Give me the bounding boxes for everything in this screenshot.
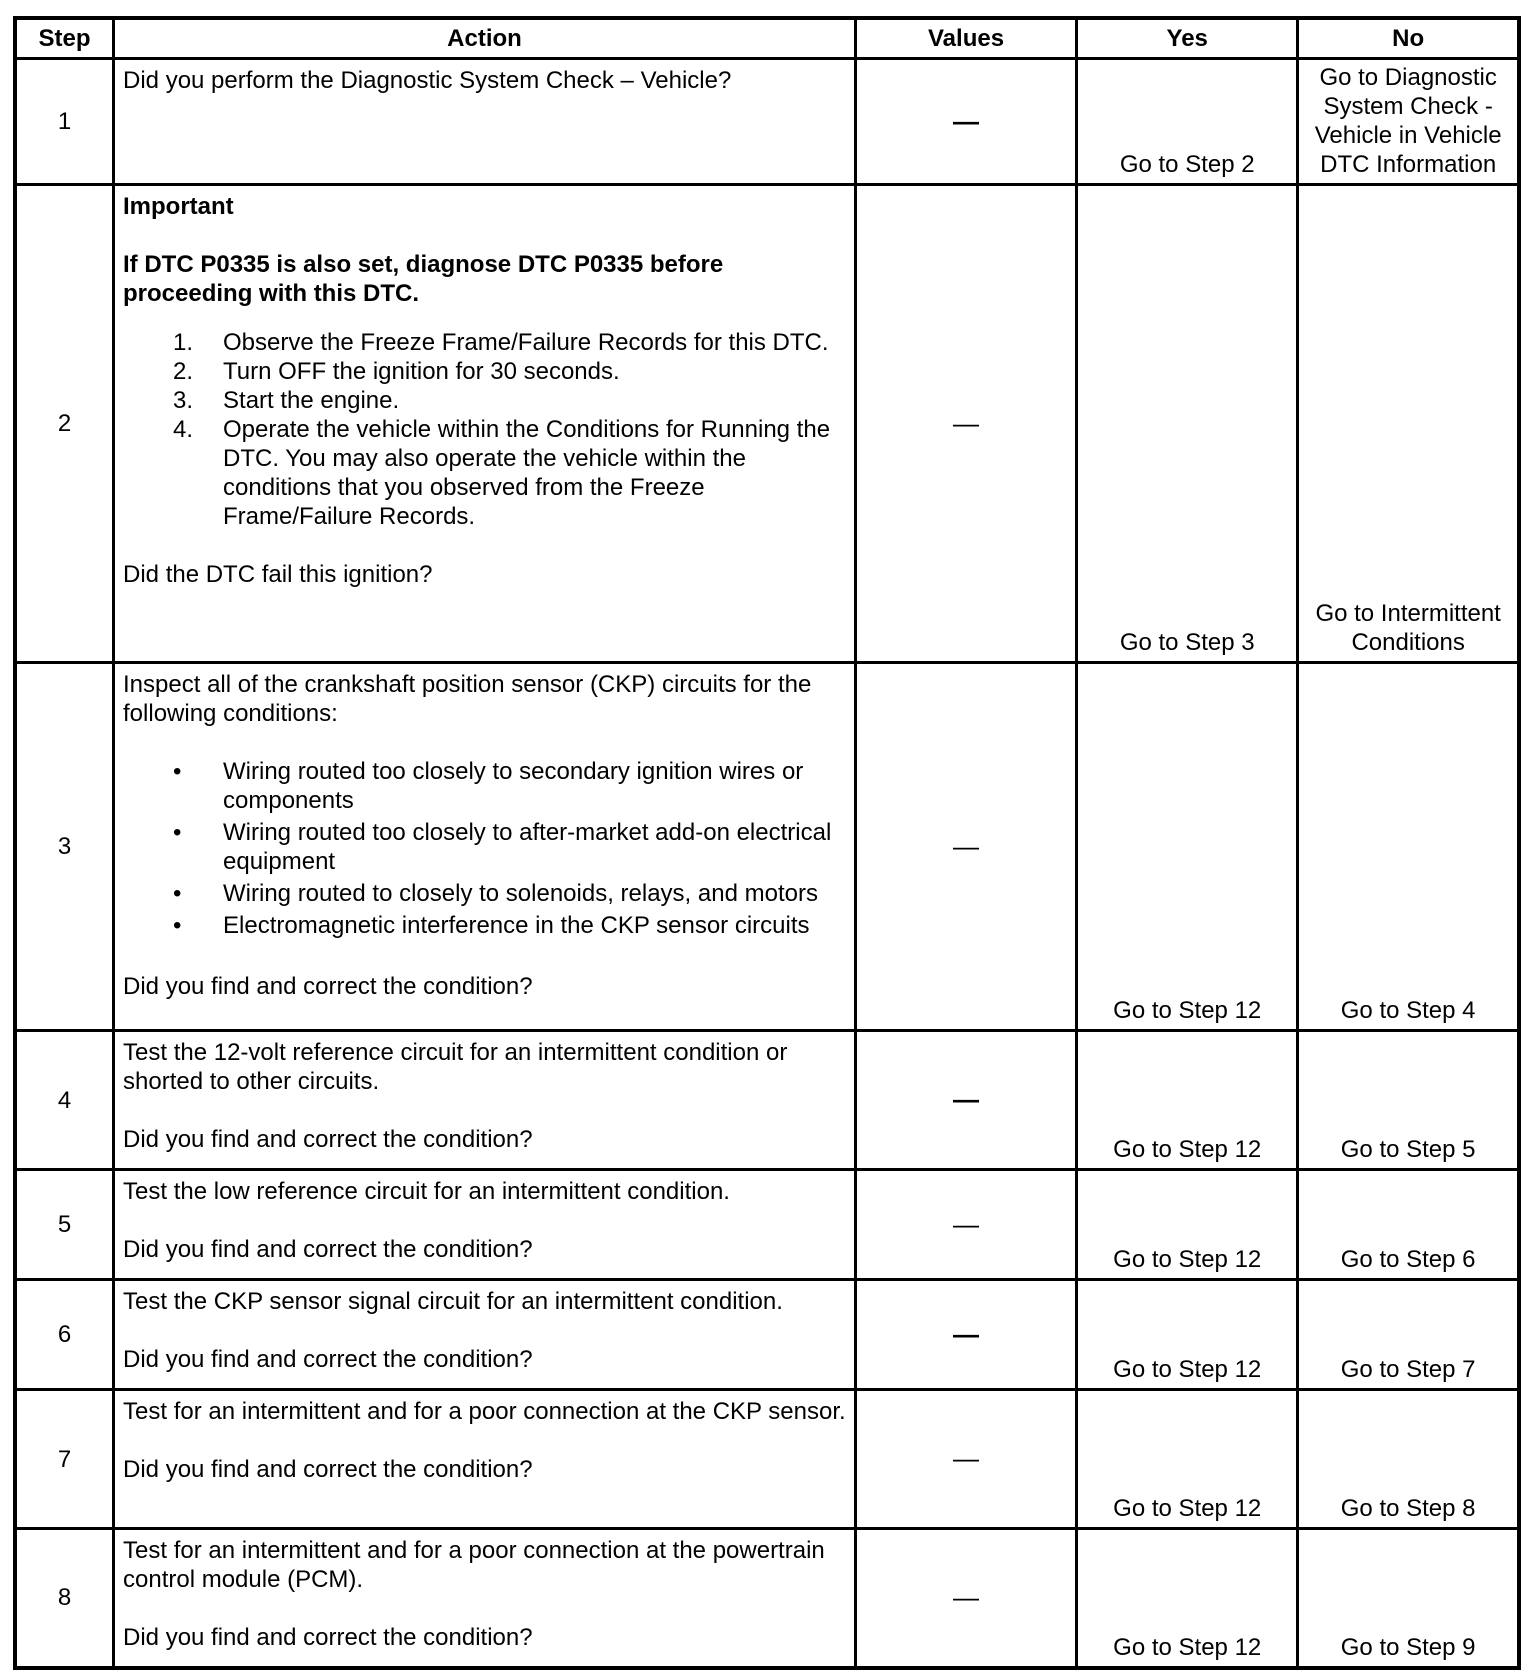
no-cell: Go to Step 5 bbox=[1298, 1031, 1519, 1170]
values-dash: — bbox=[953, 105, 980, 136]
step-number: 1 bbox=[15, 59, 114, 185]
header-step: Step bbox=[15, 18, 114, 59]
no-cell: Go to Step 7 bbox=[1298, 1280, 1519, 1390]
yes-cell: Go to Step 12 bbox=[1077, 1031, 1298, 1170]
action-cell bbox=[114, 1390, 856, 1529]
item-number: 4. bbox=[173, 416, 194, 443]
table-row bbox=[15, 663, 1519, 1031]
table-row bbox=[15, 1529, 1519, 1668]
intro-text: Inspect all of the crankshaft position sensor (CKP) circuits for the following conditions: bbox=[123, 671, 812, 727]
table-row bbox=[15, 1390, 1519, 1529]
no-cell: Go to Diagnostic System Check - Vehicle in Vehicle DTC Information bbox=[1298, 59, 1519, 185]
important-title: Important bbox=[123, 193, 234, 220]
values-dash: — bbox=[953, 1208, 980, 1239]
values-dash: — bbox=[953, 1581, 980, 1612]
step-number: 7 bbox=[15, 1390, 114, 1529]
values-dash: — bbox=[953, 1318, 980, 1349]
values-dash: — bbox=[953, 407, 980, 438]
no-cell: Go to Intermittent Conditions bbox=[1298, 185, 1519, 663]
step-number: 8 bbox=[15, 1529, 114, 1668]
step-number: 3 bbox=[15, 663, 114, 1031]
bullet-icon: • bbox=[173, 880, 182, 907]
list-item bbox=[123, 879, 846, 908]
question-text: Did you find and correct the condition? bbox=[123, 1456, 533, 1483]
table-row bbox=[15, 1280, 1519, 1390]
yes-cell: Go to Step 3 bbox=[1077, 185, 1298, 663]
item-number: 3. bbox=[173, 387, 194, 414]
important-text: If DTC P0335 is also set, diagnose DTC P0335 before proceeding with this DTC. bbox=[123, 251, 724, 307]
table-row bbox=[15, 185, 1519, 663]
item-text: Turn OFF the ignition for 30 seconds. bbox=[223, 358, 620, 385]
action-cell bbox=[114, 1170, 856, 1280]
yes-cell: Go to Step 12 bbox=[1077, 1390, 1298, 1529]
values-cell bbox=[855, 185, 1076, 663]
values-cell bbox=[855, 1280, 1076, 1390]
step-number: 6 bbox=[15, 1280, 114, 1390]
values-cell bbox=[855, 1390, 1076, 1529]
question-text: Did the DTC fail this ignition? bbox=[123, 561, 433, 588]
list-item bbox=[123, 415, 846, 531]
list-item bbox=[123, 911, 846, 940]
question-text: Did you find and correct the condition? bbox=[123, 973, 533, 1000]
action-text: Test the 12-volt reference circuit for an intermittent condition or shorted to other circuits. bbox=[123, 1039, 788, 1095]
item-text: Observe the Freeze Frame/Failure Records for this DTC. bbox=[223, 329, 829, 356]
header-values: Values bbox=[855, 18, 1076, 59]
values-cell bbox=[855, 1031, 1076, 1170]
list-item bbox=[123, 818, 846, 876]
item-text: Wiring routed too closely to after-market add-on electrical equipment bbox=[223, 819, 832, 875]
action-text: Did you perform the Diagnostic System Check – Vehicle? bbox=[123, 67, 732, 94]
action-cell bbox=[114, 1031, 856, 1170]
bullet-icon: • bbox=[173, 758, 182, 785]
action-text: Test for an intermittent and for a poor connection at the powertrain control module (PCM). bbox=[123, 1537, 825, 1593]
item-text: Start the engine. bbox=[223, 387, 400, 414]
bullet-icon: • bbox=[173, 912, 182, 939]
item-number: 2. bbox=[173, 358, 194, 385]
item-text: Operate the vehicle within the Conditions for Running the DTC. You may also operate the vehicle within the conditions that you observed from the Freeze Frame/Failure Records. bbox=[223, 416, 831, 530]
values-cell bbox=[855, 1529, 1076, 1668]
action-cell bbox=[114, 185, 856, 663]
values-cell bbox=[855, 1170, 1076, 1280]
values-dash: — bbox=[953, 1443, 980, 1473]
step-number: 2 bbox=[15, 185, 114, 663]
header-yes: Yes bbox=[1077, 18, 1298, 59]
item-text: Wiring routed to closely to solenoids, relays, and motors bbox=[223, 880, 818, 907]
no-cell: Go to Step 4 bbox=[1298, 663, 1519, 1031]
item-text: Wiring routed too closely to secondary ignition wires or components bbox=[223, 758, 804, 814]
action-text: Test the low reference circuit for an intermittent condition. bbox=[123, 1178, 730, 1205]
action-text: Test for an intermittent and for a poor connection at the CKP sensor. bbox=[123, 1398, 846, 1425]
list-item bbox=[123, 386, 846, 415]
values-cell bbox=[855, 663, 1076, 1031]
header-action: Action bbox=[114, 18, 856, 59]
action-cell bbox=[114, 59, 856, 185]
bullet-icon: • bbox=[173, 819, 182, 846]
list-item bbox=[123, 757, 846, 815]
header-row bbox=[15, 18, 1519, 59]
values-dash: — bbox=[953, 1084, 980, 1114]
list-item bbox=[123, 328, 846, 357]
step-number: 5 bbox=[15, 1170, 114, 1280]
yes-cell: Go to Step 12 bbox=[1077, 1280, 1298, 1390]
question-text: Did you find and correct the condition? bbox=[123, 1126, 533, 1153]
values-cell bbox=[855, 59, 1076, 185]
no-cell: Go to Step 9 bbox=[1298, 1529, 1519, 1668]
condition-list bbox=[123, 757, 846, 940]
action-cell bbox=[114, 1529, 856, 1668]
action-cell bbox=[114, 1280, 856, 1390]
yes-cell: Go to Step 2 bbox=[1077, 59, 1298, 185]
action-text: Test the CKP sensor signal circuit for an intermittent condition. bbox=[123, 1288, 783, 1315]
item-text: Electromagnetic interference in the CKP sensor circuits bbox=[223, 912, 810, 939]
values-dash: — bbox=[953, 830, 980, 861]
table-row bbox=[15, 1031, 1519, 1170]
yes-cell: Go to Step 12 bbox=[1077, 1170, 1298, 1280]
question-text: Did you find and correct the condition? bbox=[123, 1346, 533, 1373]
diagnostic-table bbox=[13, 16, 1521, 1670]
procedure-list bbox=[123, 328, 846, 531]
question-text: Did you find and correct the condition? bbox=[123, 1236, 533, 1263]
no-cell: Go to Step 6 bbox=[1298, 1170, 1519, 1280]
item-number: 1. bbox=[173, 329, 194, 356]
yes-cell: Go to Step 12 bbox=[1077, 663, 1298, 1031]
question-text: Did you find and correct the condition? bbox=[123, 1624, 533, 1651]
header-no: No bbox=[1298, 18, 1519, 59]
step-number: 4 bbox=[15, 1031, 114, 1170]
yes-cell: Go to Step 12 bbox=[1077, 1529, 1298, 1668]
list-item bbox=[123, 357, 846, 386]
table-row bbox=[15, 59, 1519, 185]
action-cell bbox=[114, 663, 856, 1031]
table-row bbox=[15, 1170, 1519, 1280]
no-cell: Go to Step 8 bbox=[1298, 1390, 1519, 1529]
